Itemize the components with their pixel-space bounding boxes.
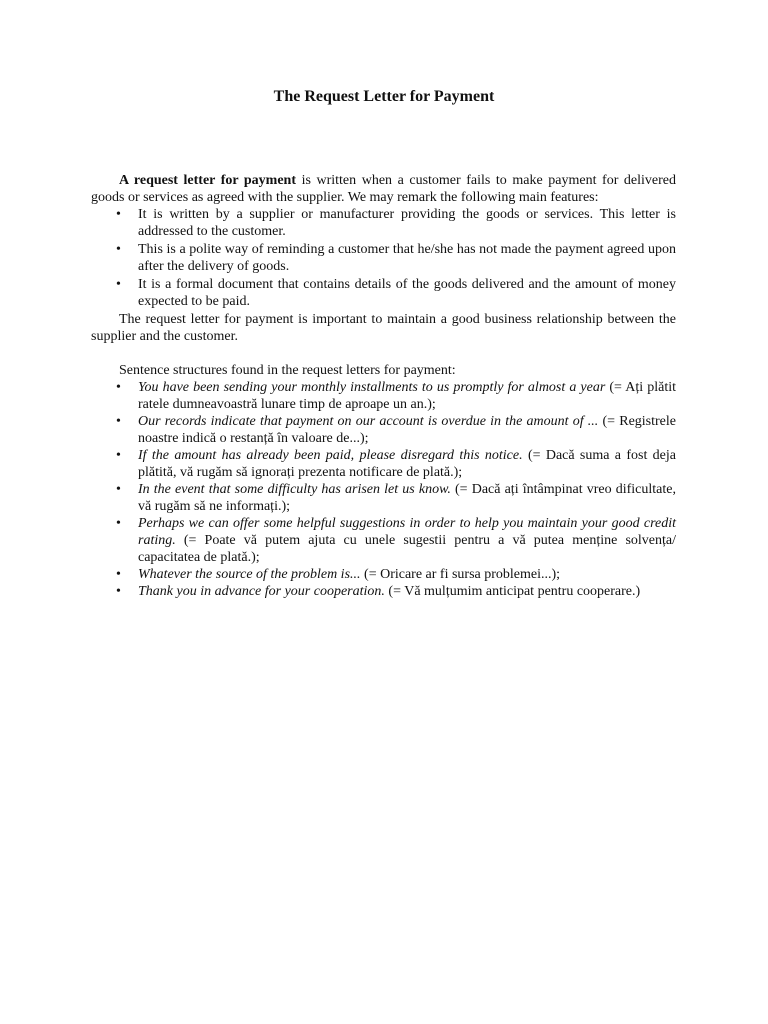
phrase-translation: (= Dacă ați întâmpinat vreo dificultate, vă rugăm să ne informați.); [138, 482, 676, 514]
list-item: • This is a polite way of reminding a customer that he/she has not made the payment agreed upon after the delivery of goods. [138, 241, 676, 275]
intro-text: is written when a customer fails to make payment for delivered goods or services as agreed with the supplier. We may remark the following main features: [91, 173, 676, 205]
list-item [138, 583, 676, 600]
phrase-translation: (= Vă mulțumim anticipat pentru cooperare.) [384, 584, 641, 599]
paragraph-spacer [91, 345, 676, 362]
list-item [138, 481, 676, 515]
list-item: • It is written by a supplier or manufacturer providing the goods or services. This letter is addressed to the customer. [138, 206, 676, 240]
phrase-translation: (= Poate vă putem ajuta cu unele sugestii pentru a vă putea menține solvența/ capacitatea de plată.); [138, 533, 676, 565]
phrase-english: Thank you in advance for your cooperation. [138, 584, 385, 599]
phrase-english: Our records indicate that payment on our account is overdue in the amount of ... [138, 414, 599, 429]
phrase-translation: (= Ați plătit ratele dumneavoastră lunare timp de aproape un an.); [138, 380, 676, 412]
phrase-translation: (= Dacă suma a fost deja plătită, vă rugăm să ignorați prezenta notificare de plată.); [138, 448, 676, 480]
list-item [138, 566, 676, 583]
intro-lead: A request letter for payment [119, 173, 297, 188]
document-title: The Request Letter for Payment [273, 88, 495, 105]
phrase-english: In the event that some difficulty has arisen let us know. [138, 482, 451, 497]
structures-list [91, 379, 676, 600]
phrase-english: If the amount has already been paid, please disregard this notice. [138, 448, 523, 463]
document-body [91, 172, 676, 600]
list-item [138, 515, 676, 566]
structures-heading: Sentence structures found in the request letters for payment: [119, 363, 456, 378]
phrase-english: You have been sending your monthly installments to us promptly for almost a year [138, 380, 606, 395]
phrase-translation: (= Registrele noastre indică o restanță în valoare de...); [138, 414, 676, 446]
list-item [138, 379, 676, 413]
list-item: • It is a formal document that contains details of the goods delivered and the amount of money expected to be paid. [138, 276, 676, 310]
features-list [91, 206, 676, 310]
list-item [138, 447, 676, 481]
phrase-english: Whatever the source of the problem is... [138, 567, 361, 582]
phrase-translation: (= Oricare ar fi sursa problemei...); [360, 567, 561, 582]
closing-paragraph: The request letter for payment is important to maintain a good business relationship between the supplier and the customer. [91, 312, 676, 344]
phrase-english: Perhaps we can offer some helpful suggestions in order to help you maintain your good credit rating. [138, 516, 676, 548]
intro-paragraph [91, 172, 676, 206]
list-item [138, 413, 676, 447]
